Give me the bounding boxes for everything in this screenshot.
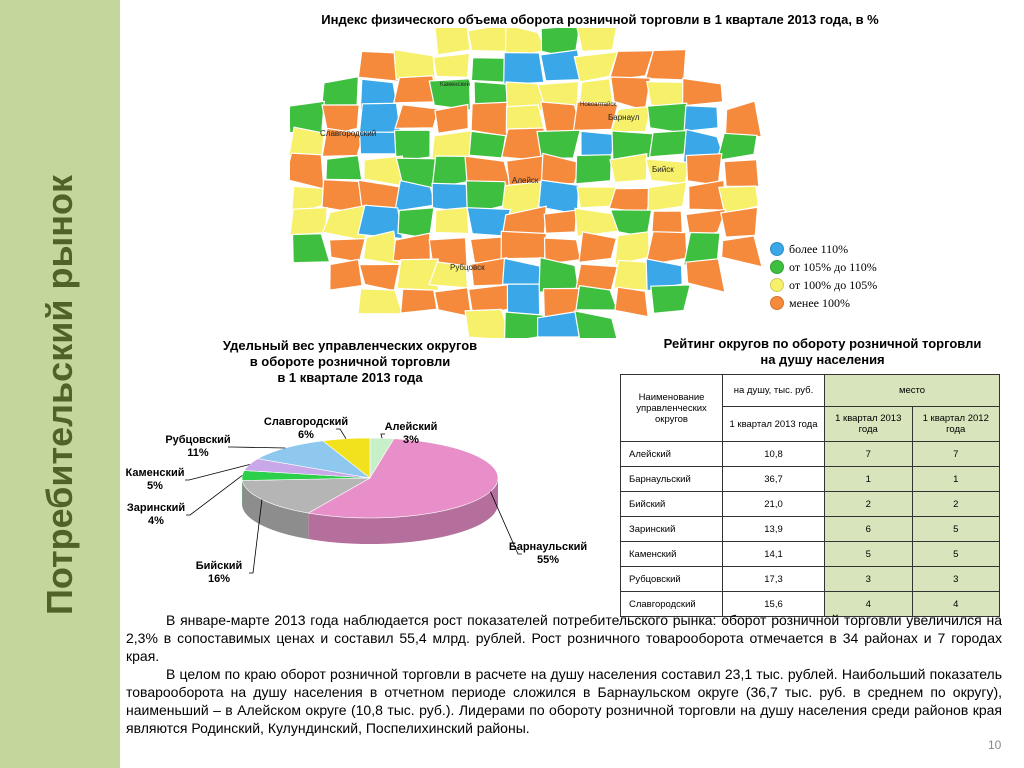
map-district — [435, 105, 468, 134]
table-title-line: Рейтинг округов по обороту розничной торговли — [663, 336, 982, 351]
row-value: 15,6 — [723, 592, 825, 617]
legend-item — [770, 258, 877, 276]
map-district — [615, 287, 648, 317]
row-name: Каменский — [621, 542, 723, 567]
header-q1-2013: 1 квартал 2013 года — [723, 407, 825, 442]
page-number: 10 — [988, 738, 1002, 752]
map-district — [717, 133, 757, 160]
map-district — [686, 259, 725, 293]
pie-value-label: 4% — [148, 515, 164, 527]
map-district — [579, 232, 617, 263]
row-place-2013: 2 — [825, 492, 913, 517]
map-district — [539, 258, 578, 293]
table-title-line: на душу населения — [760, 352, 885, 367]
map-district — [722, 236, 762, 267]
map-district — [359, 264, 399, 290]
pie-chart — [120, 405, 600, 590]
map-district — [358, 205, 403, 238]
pie-label: Каменский — [125, 467, 185, 479]
header-place-2012: 1 квартал 2012 года — [912, 407, 1000, 442]
header-place: место — [825, 375, 1000, 407]
map-district — [652, 211, 683, 234]
row-place-2013: 7 — [825, 442, 913, 467]
pie-value-label: 11% — [187, 447, 209, 459]
row-name: Барнаульский — [621, 467, 723, 492]
legend-label: более 110% — [789, 241, 849, 256]
map-district — [433, 53, 469, 77]
row-place-2012: 2 — [912, 492, 1000, 517]
pie-label: Барнаульский — [508, 541, 588, 553]
map-district — [358, 289, 402, 314]
pie-leader-line — [186, 475, 242, 515]
map-district — [323, 205, 367, 240]
row-place-2012: 3 — [912, 567, 1000, 592]
row-name: Славгородский — [621, 592, 723, 617]
row-place-2013: 6 — [825, 517, 913, 542]
row-value: 21,0 — [723, 492, 825, 517]
pie-title — [170, 338, 530, 386]
sidebar — [0, 0, 120, 768]
rating-table — [620, 374, 1000, 617]
map-district — [724, 160, 759, 187]
row-name: Рубцовский — [621, 567, 723, 592]
pie-value-label: 5% — [147, 480, 163, 492]
legend-item — [770, 276, 877, 294]
row-value: 13,9 — [723, 517, 825, 542]
legend-dot — [770, 278, 784, 292]
map-label-slavgorod: Славгородский — [320, 129, 377, 138]
legend-label: менее 100% — [789, 295, 850, 310]
map-district — [686, 154, 722, 186]
pie-label: Алейский — [384, 421, 438, 433]
map-district — [651, 285, 690, 313]
map-district — [293, 234, 330, 263]
header-per-capita: на душу, тыс. руб. — [723, 375, 825, 407]
pie-title-line: Удельный вес управленческих округов — [222, 338, 478, 353]
map-district — [683, 78, 723, 105]
map-district — [501, 231, 546, 258]
map-label-novoaltaysk: Новоалтайск — [580, 102, 616, 108]
header-name: Наименование управленческих округов — [621, 375, 723, 442]
pie-value-label: 3% — [403, 434, 419, 446]
row-place-2012: 7 — [912, 442, 1000, 467]
pie-label: Славгородский — [263, 416, 349, 428]
legend-item — [770, 240, 877, 258]
pie-label: Заринский — [126, 502, 186, 514]
legend-label: от 105% до 110% — [789, 259, 877, 274]
map-district — [326, 156, 362, 180]
row-value: 14,1 — [723, 542, 825, 567]
section-title: Потребительский рынок — [39, 175, 80, 615]
row-place-2012: 5 — [912, 517, 1000, 542]
map-district — [330, 239, 366, 262]
map-label-kamen: Каменский — [440, 82, 470, 88]
map-label-biysk: Бийск — [652, 165, 674, 174]
map-district — [290, 208, 327, 236]
map-district — [504, 53, 544, 85]
table-row — [621, 567, 1000, 592]
map-label-rubtsovsk: Рубцовск — [450, 263, 485, 272]
body-text — [126, 611, 1002, 737]
row-value: 10,8 — [723, 442, 825, 467]
legend-dot — [770, 242, 784, 256]
pie-value-label: 55% — [536, 554, 560, 566]
row-value: 17,3 — [723, 567, 825, 592]
legend-label: от 100% до 105% — [789, 277, 878, 292]
map-district — [576, 28, 616, 51]
pie-value-label: 16% — [207, 573, 231, 585]
legend-item — [770, 294, 877, 312]
map-district — [401, 289, 437, 313]
row-place-2012: 5 — [912, 542, 1000, 567]
row-value: 36,7 — [723, 467, 825, 492]
header-place-2013: 1 квартал 2013 года — [825, 407, 913, 442]
map-district — [465, 309, 511, 338]
map-legend — [770, 240, 877, 312]
map-district — [650, 131, 688, 157]
map-label-barnaul: Барнаул — [608, 113, 640, 122]
map-district — [330, 259, 362, 290]
table-row — [621, 542, 1000, 567]
map-district — [435, 28, 471, 55]
row-name: Заринский — [621, 517, 723, 542]
map-district — [726, 101, 762, 137]
pie-label: Бийский — [195, 560, 243, 572]
table-row — [621, 467, 1000, 492]
pie-title-line: в обороте розничной торговли — [249, 354, 451, 369]
map-district — [503, 258, 543, 284]
table-row — [621, 492, 1000, 517]
legend-dot — [770, 260, 784, 274]
map-district — [290, 153, 324, 189]
map-label-aleysk: Алейск — [512, 176, 539, 185]
map-district — [544, 210, 576, 233]
table-title — [600, 336, 1024, 368]
row-place-2013: 5 — [825, 542, 913, 567]
pie-title-line: в 1 квартале 2013 года — [277, 370, 423, 385]
pie-leader-line — [336, 429, 346, 439]
map-district — [435, 208, 469, 234]
map-district — [322, 77, 359, 108]
row-place-2013: 4 — [825, 592, 913, 617]
map-title: Индекс физического объема оборота розничной торговли в 1 квартале 2013 года, в % — [321, 12, 879, 27]
map-district — [395, 105, 438, 129]
map-district — [469, 131, 505, 158]
pie-value-label: 6% — [298, 429, 314, 441]
row-place-2013: 1 — [825, 467, 913, 492]
pie-label: Рубцовский — [165, 434, 231, 446]
map-district — [575, 311, 619, 338]
map-district — [648, 182, 687, 212]
row-place-2013: 3 — [825, 567, 913, 592]
row-place-2012: 4 — [912, 592, 1000, 617]
table-header-row — [621, 375, 1000, 407]
region-map — [290, 28, 770, 338]
map-district — [647, 103, 687, 133]
row-place-2012: 1 — [912, 467, 1000, 492]
map-district — [576, 155, 612, 184]
table-row — [621, 517, 1000, 542]
row-name: Алейский — [621, 442, 723, 467]
pie-leader-line — [228, 447, 285, 448]
legend-dot — [770, 296, 784, 310]
map-district — [541, 153, 581, 183]
map-district — [721, 207, 758, 237]
pie-leader-line — [381, 434, 385, 438]
map-district — [684, 106, 718, 132]
row-name: Бийский — [621, 492, 723, 517]
paragraph: В целом по краю оборот розничной торговли в расчете на душу населения составил 23,1 тыс. рублей. Наибольший показатель товарооборота на душу населения в отчетном периоде сложился в Барнаульском округе (36,7 тыс. руб. в среднем по округу), наименьший – в Алейском округе (10,8 тыс. руб.). Лидерами по обороту розничной торговли на душу населения среди районов края являются Родинский, Кулундинский, Поспелихинский районы. — [126, 666, 1002, 736]
table-row — [621, 442, 1000, 467]
paragraph: В январе-марте 2013 года наблюдается рост показателей потребительского рынка: оборот розничной торговли увеличился на 2,3% в сопоставимых ценах и составил 55,4 млрд. рублей. Рост розничного товарооборота отмечается в 34 районах и 7 городах края. — [126, 612, 1002, 664]
map-district — [609, 188, 652, 212]
map-district — [468, 28, 508, 51]
